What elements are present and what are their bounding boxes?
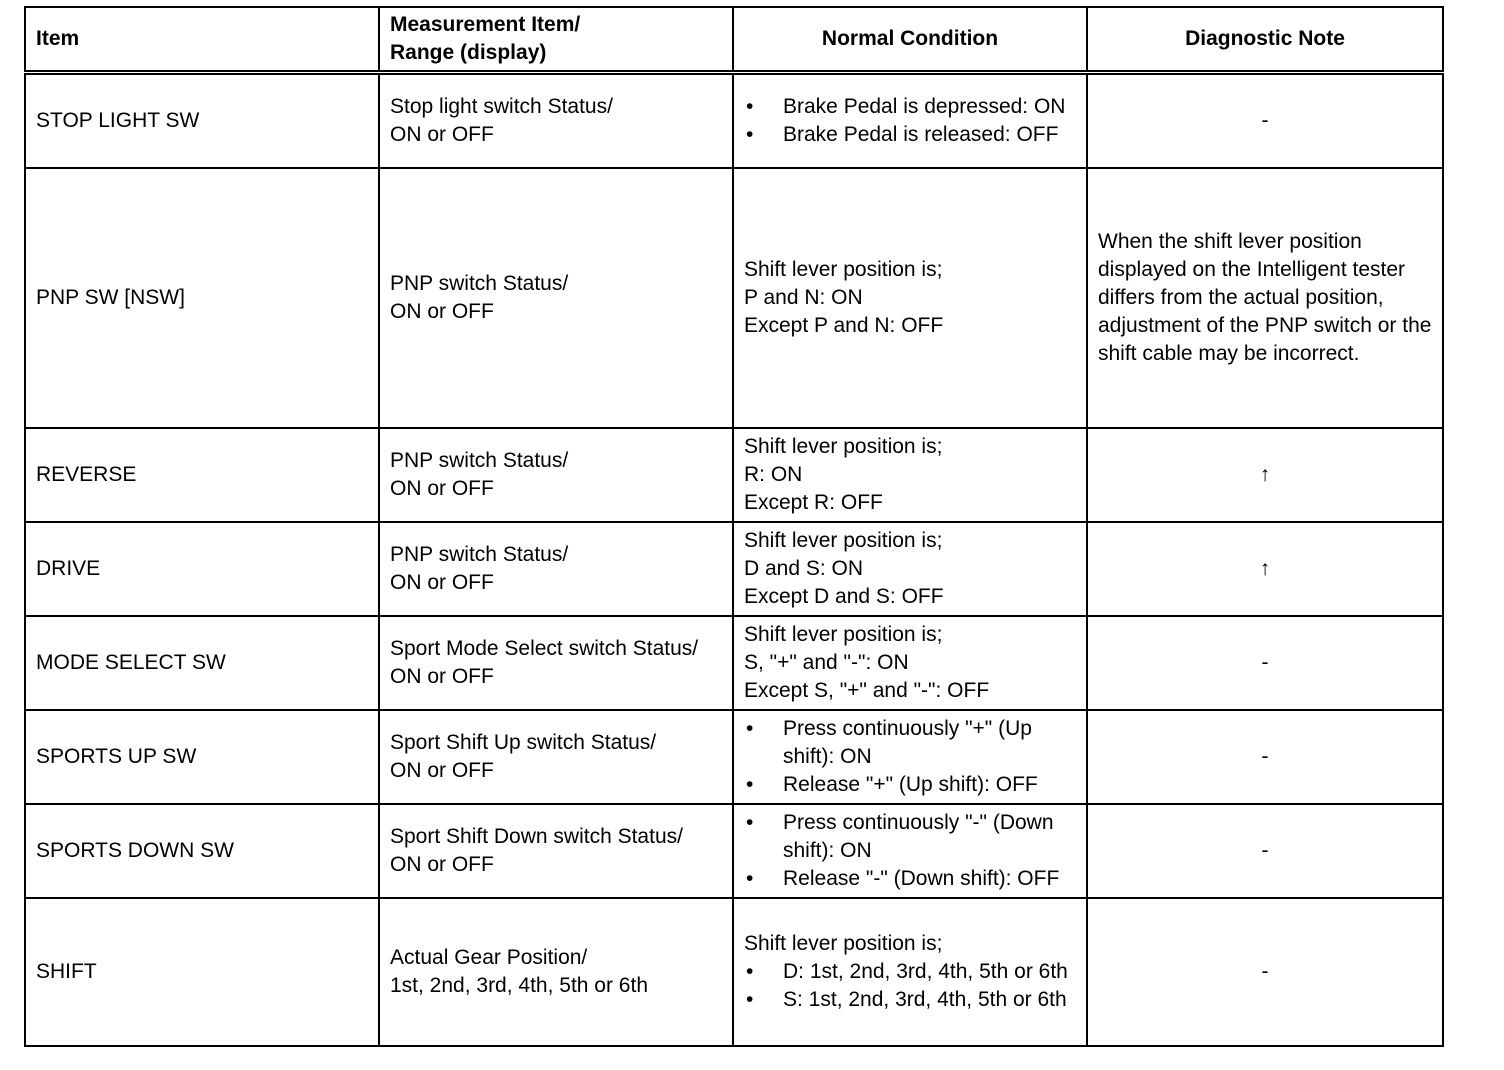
diagnostic-note-cell: - (1087, 898, 1443, 1046)
normal-condition-cell (733, 898, 1087, 1046)
condition-line: Shift lever position is; (744, 932, 943, 955)
measurement-cell (379, 710, 733, 804)
measurement-range: ON or OFF (390, 853, 494, 876)
diagnostic-note-cell (1087, 428, 1443, 522)
diagnostic-note-cell: When the shift lever position displayed on the Intelligent tester differs from the actual position, adjustment of the PNP switch or the shift cable may be incorrect. (1087, 168, 1443, 428)
header-diagnostic-note: Diagnostic Note (1087, 7, 1443, 73)
table-row (25, 616, 1443, 710)
normal-condition-cell (733, 428, 1087, 522)
item-cell: MODE SELECT SW (25, 616, 379, 710)
header-measurement (379, 7, 733, 73)
condition-line: S, "+" and "-": ON (744, 651, 909, 674)
condition-line: D and S: ON (744, 557, 864, 580)
measurement-line: Sport Shift Up switch Status/ (390, 731, 657, 754)
item-cell: STOP LIGHT SW (25, 73, 379, 169)
condition-line: Shift lever position is; (744, 258, 943, 281)
measurement-line: PNP switch Status/ (390, 449, 569, 472)
condition-bullet: • Press continuously "-" (Down shift): ON (744, 809, 1076, 865)
table-row (25, 73, 1443, 169)
condition-bullet: • Release "+" (Up shift): OFF (744, 771, 1076, 799)
normal-condition-cell (733, 168, 1087, 428)
measurement-line: Sport Mode Select switch Status/ (390, 637, 699, 660)
diagnostic-note-cell (1087, 522, 1443, 616)
condition-line: Shift lever position is; (744, 529, 943, 552)
diagnostic-note-cell: - (1087, 710, 1443, 804)
condition-bullet: • S: 1st, 2nd, 3rd, 4th, 5th or 6th (744, 986, 1076, 1014)
condition-line: Except S, "+" and "-": OFF (744, 679, 990, 702)
header-normal-condition: Normal Condition (733, 7, 1087, 73)
measurement-cell (379, 522, 733, 616)
table-row (25, 168, 1443, 428)
condition-bullet-list (744, 809, 1076, 893)
measurement-cell (379, 616, 733, 710)
measurement-range: 1st, 2nd, 3rd, 4th, 5th or 6th (390, 974, 648, 997)
measurement-range: ON or OFF (390, 477, 494, 500)
measurement-line: Stop light switch Status/ (390, 95, 613, 118)
condition-line: Except R: OFF (744, 491, 883, 514)
normal-condition-cell (733, 522, 1087, 616)
item-cell: SPORTS DOWN SW (25, 804, 379, 898)
table-row (25, 428, 1443, 522)
condition-bullet: • Release "-" (Down shift): OFF (744, 865, 1076, 893)
condition-line: Shift lever position is; (744, 623, 943, 646)
measurement-cell (379, 73, 733, 169)
header-measurement-line1: Measurement Item/ (390, 13, 581, 36)
condition-bullet-list (744, 715, 1076, 799)
measurement-cell (379, 428, 733, 522)
condition-bullet-list (744, 93, 1076, 149)
measurement-line: PNP switch Status/ (390, 543, 569, 566)
normal-condition-cell (733, 804, 1087, 898)
up-arrow-icon: ↑ (1259, 557, 1271, 580)
condition-line: Shift lever position is; (744, 435, 943, 458)
measurement-range: ON or OFF (390, 300, 494, 323)
condition-bullet-list (744, 958, 1076, 1014)
diagnostic-data-table (24, 6, 1444, 1047)
measurement-cell (379, 168, 733, 428)
condition-line: R: ON (744, 463, 803, 486)
header-item: Item (25, 7, 379, 73)
table-header-row (25, 7, 1443, 73)
condition-line: P and N: ON (744, 286, 863, 309)
measurement-range: ON or OFF (390, 123, 494, 146)
table-row (25, 522, 1443, 616)
diagnostic-note-cell: - (1087, 804, 1443, 898)
up-arrow-icon: ↑ (1259, 463, 1271, 486)
normal-condition-cell (733, 73, 1087, 169)
normal-condition-cell (733, 616, 1087, 710)
measurement-cell (379, 898, 733, 1046)
measurement-line: Sport Shift Down switch Status/ (390, 825, 683, 848)
measurement-range: ON or OFF (390, 571, 494, 594)
measurement-line: Actual Gear Position/ (390, 946, 588, 969)
diagnostic-note-cell: - (1087, 616, 1443, 710)
measurement-line: PNP switch Status/ (390, 272, 569, 295)
item-cell: DRIVE (25, 522, 379, 616)
table-row (25, 804, 1443, 898)
item-cell: PNP SW [NSW] (25, 168, 379, 428)
condition-bullet: • Brake Pedal is released: OFF (744, 121, 1076, 149)
condition-bullet: • D: 1st, 2nd, 3rd, 4th, 5th or 6th (744, 958, 1076, 986)
normal-condition-cell (733, 710, 1087, 804)
diagnostic-note-cell: - (1087, 73, 1443, 169)
measurement-range: ON or OFF (390, 665, 494, 688)
item-cell: SPORTS UP SW (25, 710, 379, 804)
item-cell: REVERSE (25, 428, 379, 522)
condition-bullet: • Press continuously "+" (Up shift): ON (744, 715, 1076, 771)
item-cell: SHIFT (25, 898, 379, 1046)
table-row (25, 898, 1443, 1046)
measurement-cell (379, 804, 733, 898)
header-measurement-line2: Range (display) (390, 41, 547, 64)
condition-line: Except D and S: OFF (744, 585, 944, 608)
condition-line: Except P and N: OFF (744, 314, 944, 337)
condition-bullet: • Brake Pedal is depressed: ON (744, 93, 1076, 121)
measurement-range: ON or OFF (390, 759, 494, 782)
table-row (25, 710, 1443, 804)
